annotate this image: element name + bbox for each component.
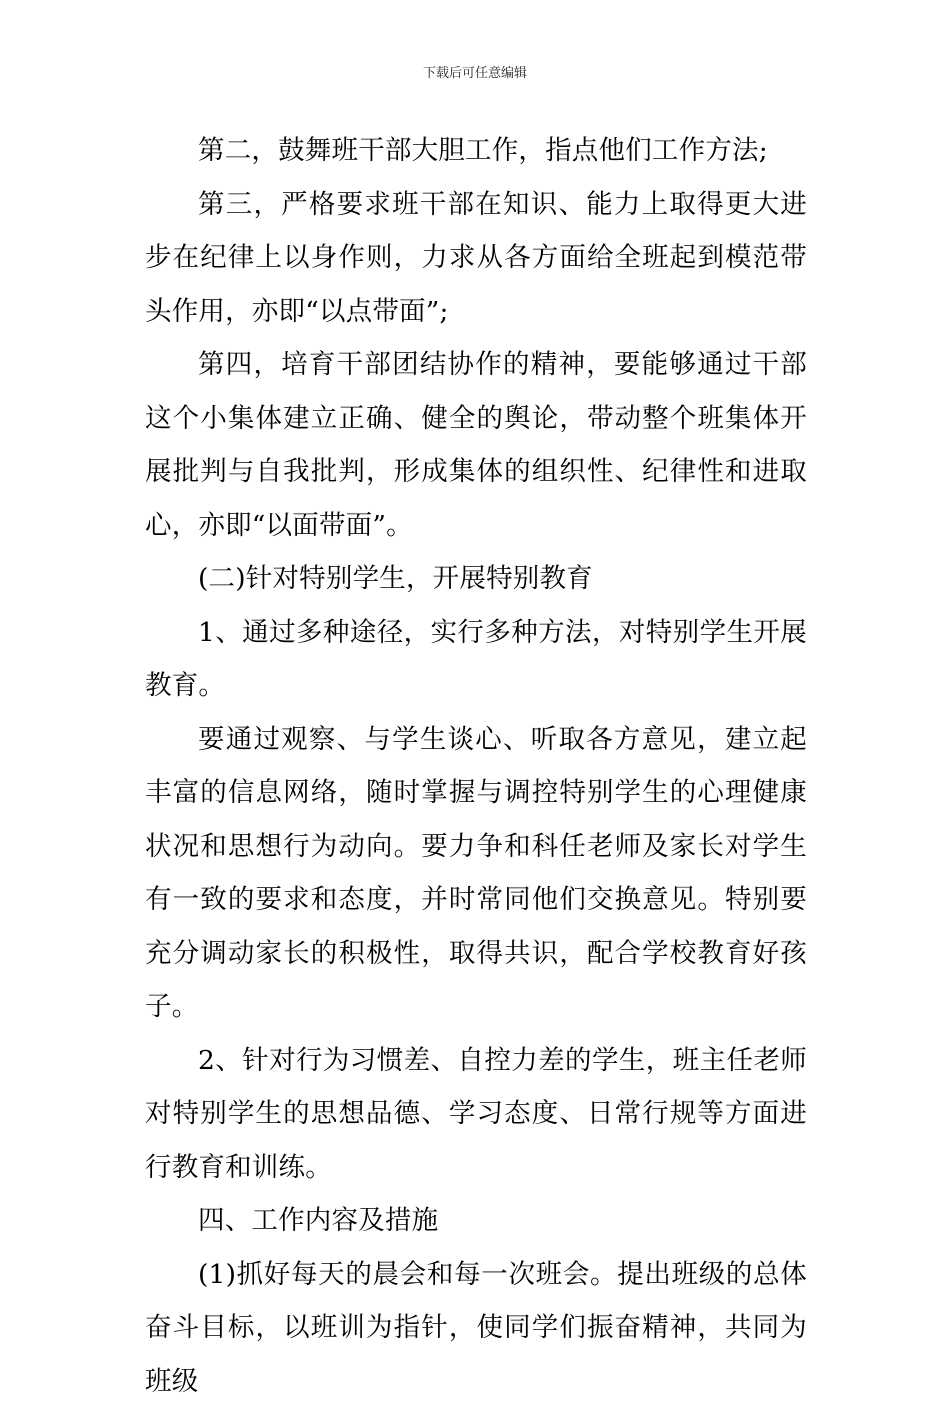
paragraph: 2、针对行为习惯差、自控力差的学生，班主任老师对特别学生的思想品德、学习态度、日常行规等方面进行教育和训练。 (145, 1034, 807, 1195)
paragraph: 要通过观察、与学生谈心、听取各方意见，建立起丰富的信息网络，随时掌握与调控特别学生的心理健康状况和思想行为动向。要力争和科任老师及家长对学生有一致的要求和态度，并时常同他们交换意见。特别要充分调动家长的积极性，取得共识，配合学校教育好孩子。 (145, 713, 807, 1034)
document-body (145, 124, 807, 1408)
paragraph: 四、工作内容及措施 (145, 1194, 807, 1248)
paragraph: 1、通过多种途径，实行多种方法，对特别学生开展教育。 (145, 606, 807, 713)
paragraph: 第三，严格要求班干部在知识、能力上取得更大进步在纪律上以身作则，力求从各方面给全班起到模范带头作用，亦即“以点带面”; (145, 178, 807, 339)
header-note: 下载后可任意编辑 (0, 66, 950, 82)
paragraph: (二)针对特别学生，开展特别教育 (145, 552, 807, 606)
paragraph: 第二，鼓舞班干部大胆工作，指点他们工作方法; (145, 124, 807, 178)
paragraph: 第四，培育干部团结协作的精神，要能够通过干部这个小集体建立正确、健全的舆论，带动整个班集体开展批判与自我批判，形成集体的组织性、纪律性和进取心，亦即“以面带面”。 (145, 338, 807, 552)
paragraph: (1)抓好每天的晨会和每一次班会。提出班级的总体奋斗目标，以班训为指针，使同学们振奋精神，共同为班级 (145, 1248, 807, 1408)
